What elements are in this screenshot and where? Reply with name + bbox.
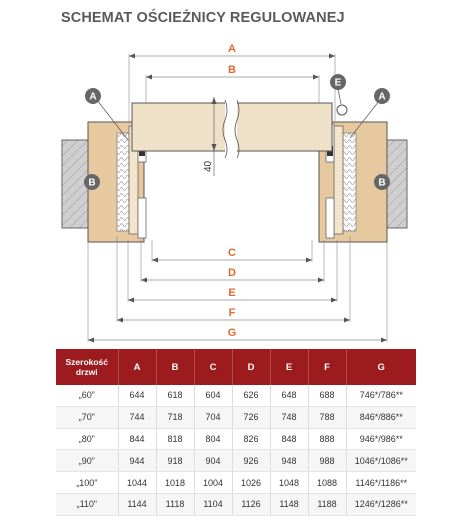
svg-text:B: B: [378, 177, 386, 189]
dimension-label-e: E: [228, 287, 236, 299]
table-cell: 704: [194, 406, 232, 428]
table-cell: 826: [232, 428, 270, 450]
table-cell: 648: [270, 385, 308, 406]
table-cell: „100”: [56, 472, 118, 494]
column-header-d: D: [232, 349, 270, 385]
table-cell: 944: [118, 450, 156, 472]
svg-text:A: A: [89, 91, 97, 103]
column-header-f: F: [308, 349, 346, 385]
table-cell: 918: [156, 450, 194, 472]
table-cell: 1018: [156, 472, 194, 494]
svg-text:E: E: [334, 77, 342, 89]
dimension-label-d: D: [228, 267, 236, 279]
door-leaf: [132, 98, 332, 158]
table-cell: 846*/886**: [346, 406, 416, 428]
table-cell: 1246*/1286**: [346, 493, 416, 515]
table-cell: 788: [308, 406, 346, 428]
callout-b-left: [84, 174, 100, 190]
table-cell: 1118: [156, 493, 194, 515]
table-cell: 888: [308, 428, 346, 450]
table-cell: 746*/786**: [346, 385, 416, 406]
callout-a-right: [374, 88, 390, 104]
table-header-row: [56, 349, 416, 385]
table-cell: 1188: [308, 493, 346, 515]
table-row: [56, 472, 416, 494]
table-cell: 1148: [270, 493, 308, 515]
column-header-a: A: [118, 349, 156, 385]
table-cell: 948: [270, 450, 308, 472]
table-cell: „80”: [56, 428, 118, 450]
table-cell: 1026: [232, 472, 270, 494]
dimension-label-c: C: [228, 247, 236, 259]
dimension-f: [117, 307, 350, 323]
table-cell: 1048: [270, 472, 308, 494]
table-cell: 626: [232, 385, 270, 406]
dimension-c: [152, 247, 312, 263]
table-cell: 1146*/1186**: [346, 472, 416, 494]
table-cell: 1004: [194, 472, 232, 494]
table-cell: 688: [308, 385, 346, 406]
dimension-label-b: B: [228, 64, 236, 76]
table-cell: 804: [194, 428, 232, 450]
callout-a-left: [85, 88, 101, 104]
table-cell: 988: [308, 450, 346, 472]
callout-b-right: [374, 174, 390, 190]
dimension-label-a: A: [228, 43, 236, 55]
table-cell: 1104: [194, 493, 232, 515]
dimension-d: [141, 267, 324, 283]
table-cell: 1088: [308, 472, 346, 494]
column-header-width: Szerokość drzwi: [56, 349, 118, 385]
table-row: [56, 406, 416, 428]
table-cell: 1044: [118, 472, 156, 494]
dimension-a: [129, 43, 335, 59]
column-header-b: B: [156, 349, 194, 385]
table-row: [56, 385, 416, 406]
table-cell: „90”: [56, 450, 118, 472]
table-cell: 744: [118, 406, 156, 428]
svg-text:B: B: [88, 177, 96, 189]
table-cell: 604: [194, 385, 232, 406]
table-cell: 818: [156, 428, 194, 450]
table-cell: 946*/986**: [346, 428, 416, 450]
table-cell: 1144: [118, 493, 156, 515]
table-cell: „60”: [56, 385, 118, 406]
column-header-c: C: [194, 349, 232, 385]
table-row: [56, 428, 416, 450]
depth-label: 40: [203, 160, 214, 172]
svg-text:A: A: [378, 91, 386, 103]
column-header-g: G: [346, 349, 416, 385]
table-cell: 748: [270, 406, 308, 428]
dimension-b: [146, 64, 319, 80]
callout-e-right: [330, 74, 346, 90]
table-cell: 1126: [232, 493, 270, 515]
table-cell: „70”: [56, 406, 118, 428]
table-row: [56, 493, 416, 515]
dimension-label-g: G: [227, 327, 237, 339]
table-cell: 848: [270, 428, 308, 450]
table-cell: 726: [232, 406, 270, 428]
dimensions-table: [56, 349, 416, 516]
table-cell: 926: [232, 450, 270, 472]
dimension-e: [128, 287, 337, 303]
table-cell: 618: [156, 385, 194, 406]
table-cell: 844: [118, 428, 156, 450]
column-header-e: E: [270, 349, 308, 385]
dimension-g: [88, 327, 387, 343]
table-row: [56, 450, 416, 472]
dimension-label-f: F: [228, 307, 236, 319]
table-cell: 718: [156, 406, 194, 428]
page-title: SCHEMAT OŚCIEŻNICY REGULOWANEJ: [61, 10, 345, 26]
table-cell: 644: [118, 385, 156, 406]
table-cell: „110”: [56, 493, 118, 515]
table-cell: 1046*/1086**: [346, 450, 416, 472]
table-cell: 904: [194, 450, 232, 472]
